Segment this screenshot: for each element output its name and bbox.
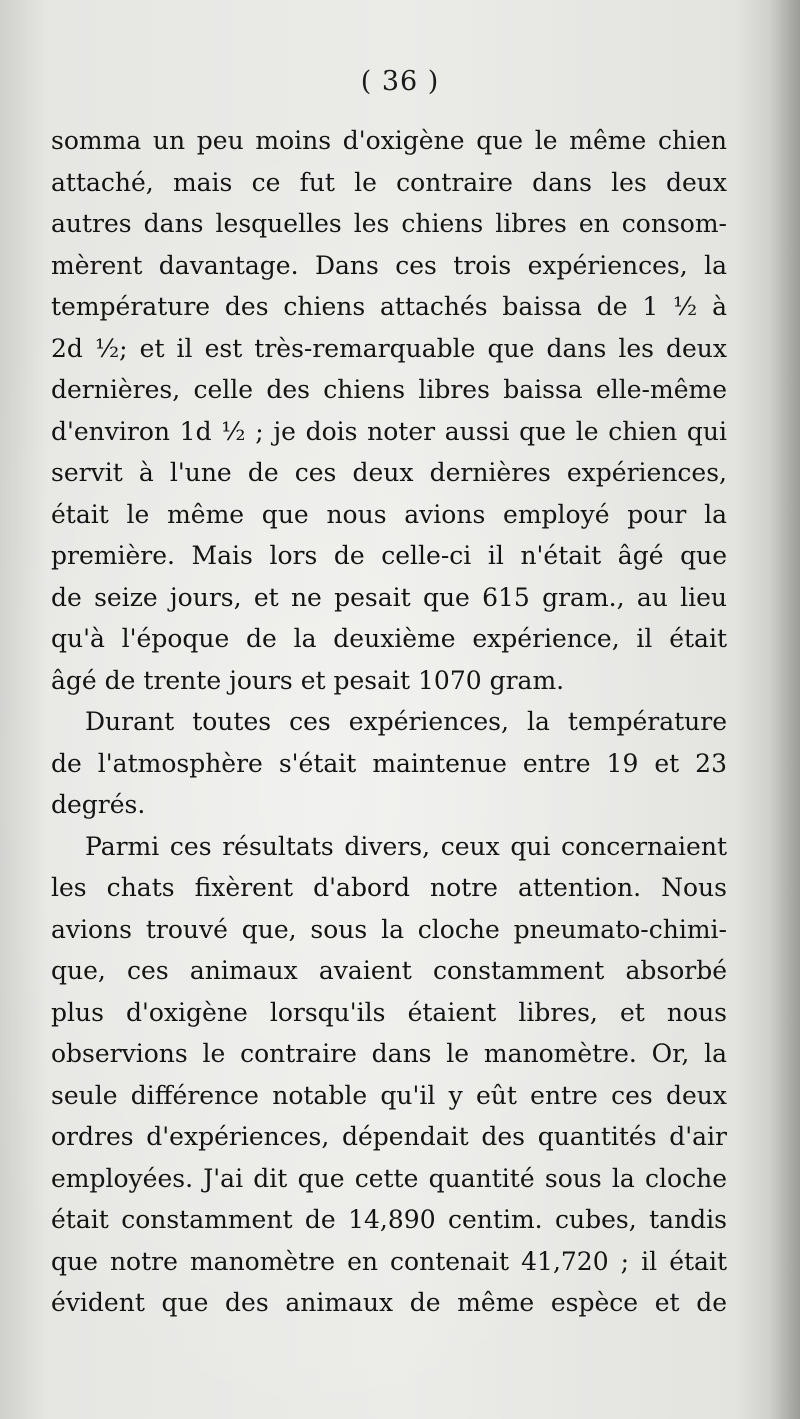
text-line: première. Mais lors de celle-ci il n'était âgé que [51,541,727,570]
text-line: dernières, celle des chiens libres baissa elle-même [51,375,727,404]
body-text [51,120,727,1324]
text-line: qu'à l'époque de la deuxième expérience, il était [51,624,727,653]
text-line: 2d ½; et il est très-remarquable que dans les deux [51,333,727,363]
text-line: température des chiens attachés baissa de 1 ½ à [51,292,727,321]
text-line: était le même que nous avions employé pour la [51,499,727,529]
text-line: attaché, mais ce fut le contraire dans les deux [51,167,727,197]
text-line: que, ces animaux avaient constamment absorbé [51,956,727,985]
text-line: autres dans lesquelles les chiens libres en consom- [51,209,727,238]
text-line: Parmi ces résultats divers, ceux qui concernaient [85,831,727,861]
text-line: observions le contraire dans le manomètre. Or, la [51,1039,727,1068]
text-line: âgé de trente jours et pesait 1070 gram. [51,665,565,695]
text-line: degrés. [51,790,146,819]
text-line: évident que des animaux de même espèce et de [51,1288,727,1317]
text-line: les chats fixèrent d'abord notre attention. Nous [51,873,727,902]
text-line: de seize jours, et ne pesait que 615 gram., au lieu [51,582,727,612]
text-line: employées. J'ai dit que cette quantité sous la cloche [51,1163,727,1193]
text-line: seule différence notable qu'il y eût entre ces deux [51,1080,727,1110]
text-line: plus d'oxigène lorsqu'ils étaient libres, et nous [51,997,727,1027]
text-line: servit à l'une de ces deux dernières expériences, [51,458,727,487]
text-line: était constamment de 14,890 centim. cubes, tandis [51,1205,727,1234]
text-line: somma un peu moins d'oxigène que le même chien [51,126,727,155]
text-line: de l'atmosphère s'était maintenue entre 19 et 23 [51,748,727,778]
text-line: ordres d'expériences, dépendait des quantités d'air [51,1122,727,1151]
page-number: ( 36 ) [360,66,440,97]
text-line: mèrent davantage. Dans ces trois expériences, la [51,250,727,280]
page-edge-shadow [770,0,800,1419]
text-line: Durant toutes ces expériences, la température [85,707,727,736]
text-line: avions trouvé que, sous la cloche pneumato-chimi- [51,914,727,944]
text-line: que notre manomètre en contenait 41,720 ; il était [51,1246,727,1276]
text-line: d'environ 1d ½ ; je dois noter aussi que le chien qui [51,416,727,446]
